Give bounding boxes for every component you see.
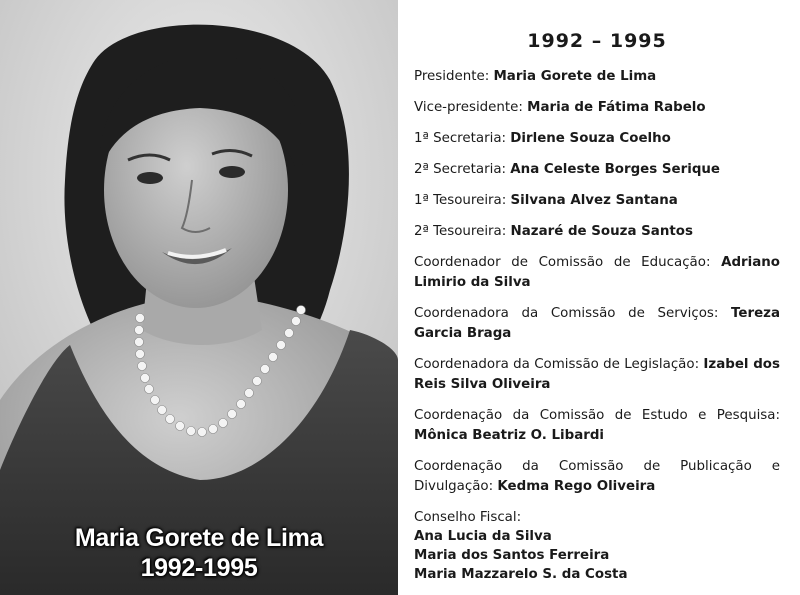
role-label: Vice-presidente: bbox=[414, 100, 528, 115]
role-label: Presidente: bbox=[414, 69, 494, 84]
member-name: Nazaré de Souza Santos bbox=[510, 224, 693, 239]
member-name: Ana Celeste Borges Serique bbox=[510, 162, 721, 177]
member-name: Maria de Fátima Rabelo bbox=[527, 100, 706, 115]
role-label: Coordenação da Comissão de Estudo e Pesquisa: bbox=[414, 408, 780, 423]
member-name: Kedma Rego Oliveira bbox=[497, 479, 656, 494]
caption-years: 1992-1995 bbox=[140, 554, 258, 582]
member-name: Silvana Alvez Santana bbox=[510, 193, 678, 208]
board-entry-publication-coordinator bbox=[414, 457, 780, 497]
board-entry-vice-president bbox=[414, 98, 780, 118]
member-name: Maria Gorete de Lima bbox=[493, 69, 657, 84]
board-entry-second-secretary bbox=[414, 160, 780, 180]
board-entry-first-treasurer bbox=[414, 191, 780, 211]
member-name: Tereza Garcia Braga bbox=[414, 306, 780, 341]
role-label: 1ª Tesoureira: bbox=[414, 193, 511, 208]
fiscal-council-label: Conselho Fiscal: bbox=[414, 510, 522, 525]
board-entry-president bbox=[414, 67, 780, 87]
fiscal-council bbox=[414, 508, 780, 584]
role-label: 1ª Secretaria: bbox=[414, 131, 511, 146]
board-panel bbox=[414, 0, 780, 595]
fiscal-member: Maria dos Santos Ferreira bbox=[414, 548, 610, 563]
member-name: Dirlene Souza Coelho bbox=[510, 131, 671, 146]
term-heading: 1992 – 1995 bbox=[527, 30, 667, 52]
portrait-illustration bbox=[0, 0, 398, 595]
role-label: Coordenadora da Comissão de Serviços: bbox=[414, 306, 732, 321]
role-label: 2ª Tesoureira: bbox=[414, 224, 511, 239]
role-label: Coordenadora da Comissão de Legislação: bbox=[414, 357, 704, 372]
board-entry-education-coordinator bbox=[414, 253, 780, 293]
role-label: Coordenador de Comissão de Educação: bbox=[414, 255, 722, 270]
portrait-photo bbox=[0, 0, 398, 595]
photo-caption bbox=[0, 523, 398, 583]
caption-name: Maria Gorete de Lima bbox=[74, 524, 324, 552]
role-label: Coordenação da Comissão de Publicação e Divulgação: bbox=[414, 459, 780, 494]
board-entry-research-coordinator bbox=[414, 406, 780, 446]
board-entry-services-coordinator bbox=[414, 304, 780, 344]
board-entry-second-treasurer bbox=[414, 222, 780, 242]
member-name: Mônica Beatriz O. Libardi bbox=[414, 428, 605, 443]
member-name: Adriano Limirio da Silva bbox=[414, 255, 780, 290]
board-entry-first-secretary bbox=[414, 129, 780, 149]
board-entry-legislation-coordinator bbox=[414, 355, 780, 395]
fiscal-council-members bbox=[414, 527, 780, 584]
role-label: 2ª Secretaria: bbox=[414, 162, 511, 177]
fiscal-member: Ana Lucia da Silva bbox=[414, 529, 552, 544]
member-name: Izabel dos Reis Silva Oliveira bbox=[414, 357, 780, 392]
fiscal-member: Maria Mazzarelo S. da Costa bbox=[414, 567, 628, 582]
